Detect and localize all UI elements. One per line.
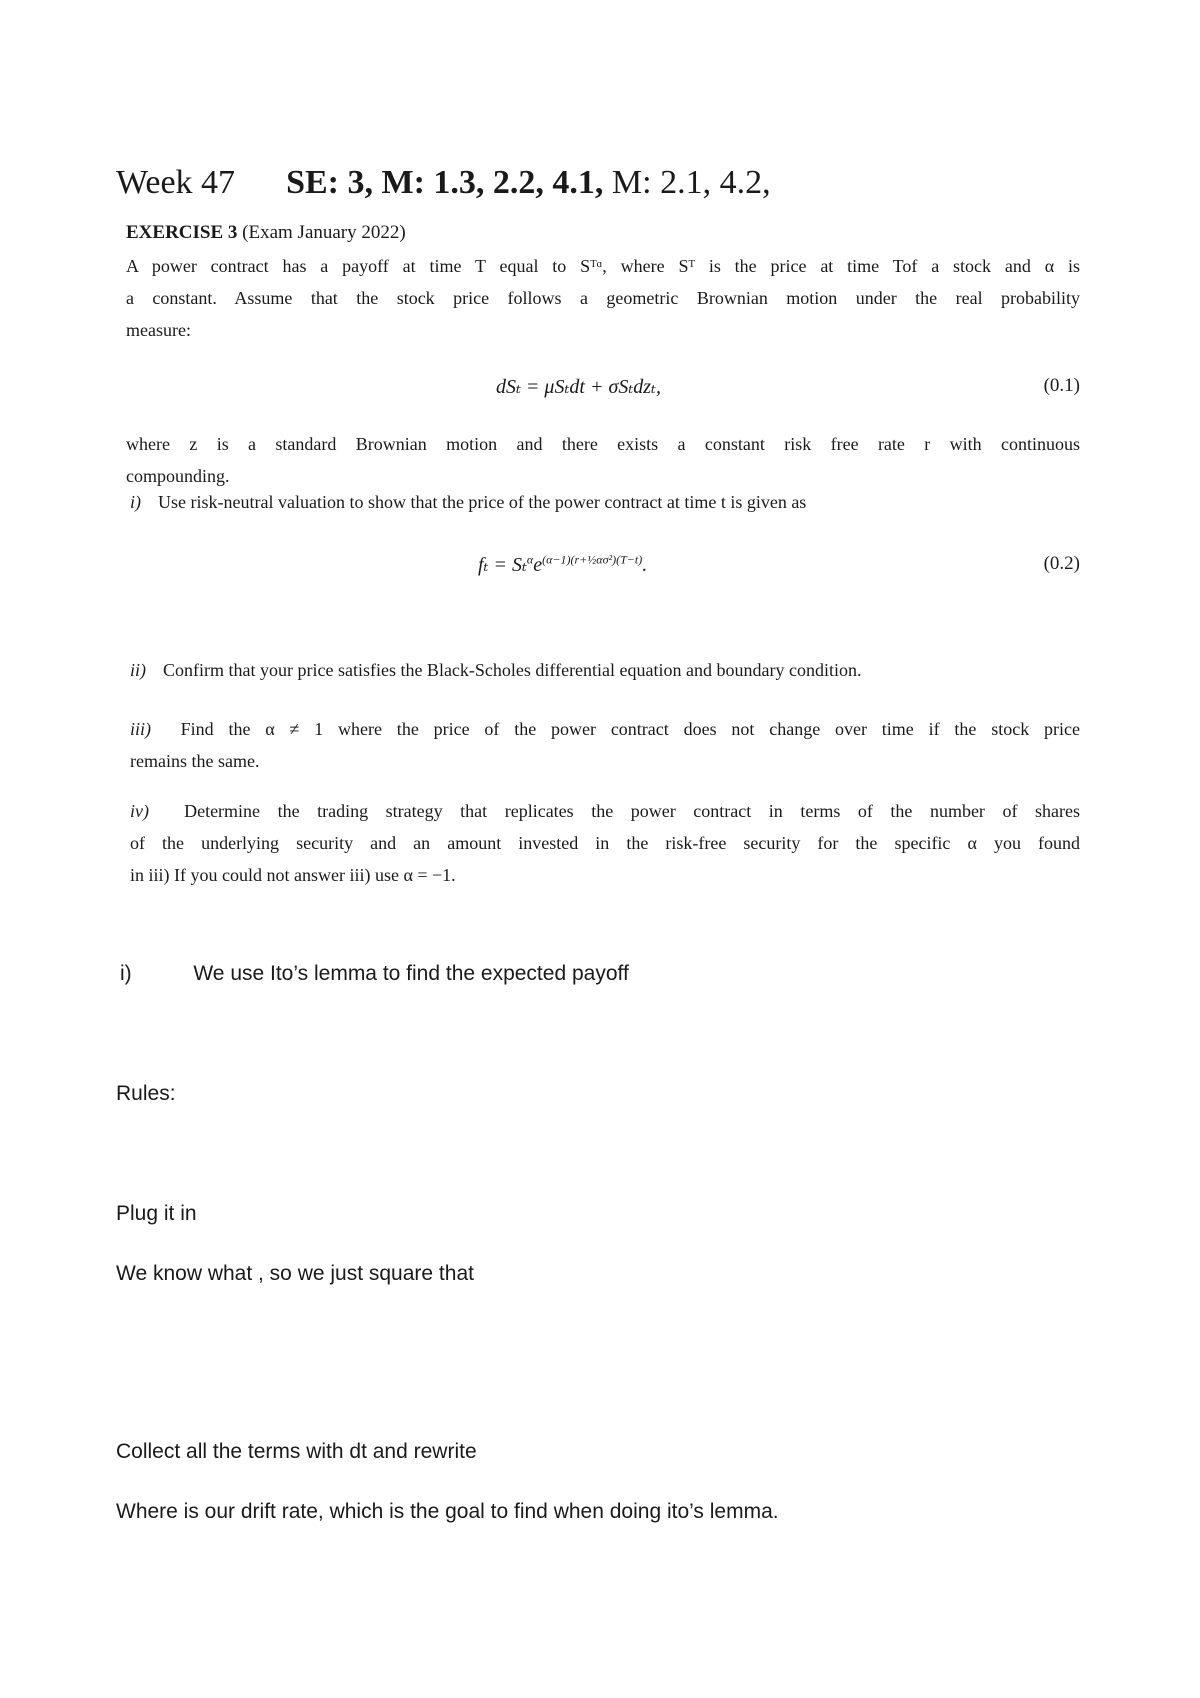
eq2-lhs: fₜ = Sₜ xyxy=(478,554,527,576)
exercise-source: (Exam January 2022) xyxy=(242,222,406,243)
eq2-alpha: α xyxy=(526,552,534,567)
intro-line: measure: xyxy=(126,320,191,340)
part-ii xyxy=(130,660,861,681)
heading-bold-part: SE: 3, M: 1.3, 2.2, 4.1, xyxy=(286,164,604,201)
part-iv-line: in iii) If you could not answer iii) use α = −1. xyxy=(130,865,456,885)
part-i xyxy=(130,492,806,513)
notes-item-label: i) xyxy=(120,962,132,985)
part-ii-text: Confirm that your price satisfies the Black-Scholes differential equation and boundary condition. xyxy=(163,660,862,680)
equation-0-1: dSₜ = μSₜdt + σSₜdzₜ, xyxy=(496,376,661,398)
notes-item-text: We use Ito’s lemma to find the expected payoff xyxy=(193,962,629,985)
part-iii xyxy=(130,713,1080,777)
notes-item-i xyxy=(120,962,629,986)
exercise-intro xyxy=(126,250,1080,346)
after-equation-text xyxy=(126,428,1080,492)
after-eq-line: where z is a standard Brownian motion and there exists a constant risk free rate r with continuous xyxy=(126,434,1080,454)
notes-where: Where is our drift rate, which is the goal to find when doing ito’s lemma. xyxy=(116,1500,779,1523)
eq2-exponent: (α−1)(r+½ασ²)(T−t) xyxy=(542,552,643,567)
part-iv-label: iv) xyxy=(130,801,149,821)
part-iii-label: iii) xyxy=(130,719,151,739)
notes-rules: Rules: xyxy=(116,1082,176,1105)
notes-know: We know what , so we just square that xyxy=(116,1262,474,1285)
part-iii-line: remains the same. xyxy=(130,751,260,771)
notes-collect: Collect all the terms with dt and rewrite xyxy=(116,1440,477,1463)
part-iv-line: of the underlying security and an amount invested in the risk-free security for the specific α you found xyxy=(130,833,1080,853)
equation-number-0-1: (0.1) xyxy=(1043,375,1080,396)
part-iii-line xyxy=(130,713,1080,745)
heading-week: Week 47 xyxy=(116,164,236,201)
exercise-label: EXERCISE 3 xyxy=(126,222,238,243)
equation-0-2 xyxy=(478,552,647,577)
exercise-title xyxy=(126,222,406,244)
part-iv-text: Determine the trading strategy that replicates the power contract in terms of the number of shares xyxy=(184,801,1080,821)
intro-line: A power contract has a payoff at time T equal to Sᵀᵅ, where Sᵀ is the price at time Tof a stock and α is xyxy=(126,256,1080,276)
notes-plug: Plug it in xyxy=(116,1202,197,1225)
heading-normal-part: M: 2.1, 4.2, xyxy=(611,164,771,201)
part-ii-label: ii) xyxy=(130,660,146,680)
part-i-text: Use risk-neutral valuation to show that the price of the power contract at time t is given as xyxy=(158,492,807,512)
part-iii-text: Find the α ≠ 1 where the price of the power contract does not change over time if the stock price xyxy=(180,719,1081,739)
part-iv-line xyxy=(130,795,1080,827)
after-eq-line: compounding. xyxy=(126,466,230,486)
part-i-label: i) xyxy=(130,492,141,512)
part-iv xyxy=(130,795,1080,891)
page-heading xyxy=(116,164,771,202)
eq2-e: e xyxy=(533,554,543,576)
intro-line: a constant. Assume that the stock price follows a geometric Brownian motion under the real probability xyxy=(126,288,1080,308)
equation-number-0-2: (0.2) xyxy=(1043,553,1080,574)
eq2-tail: . xyxy=(642,554,648,576)
